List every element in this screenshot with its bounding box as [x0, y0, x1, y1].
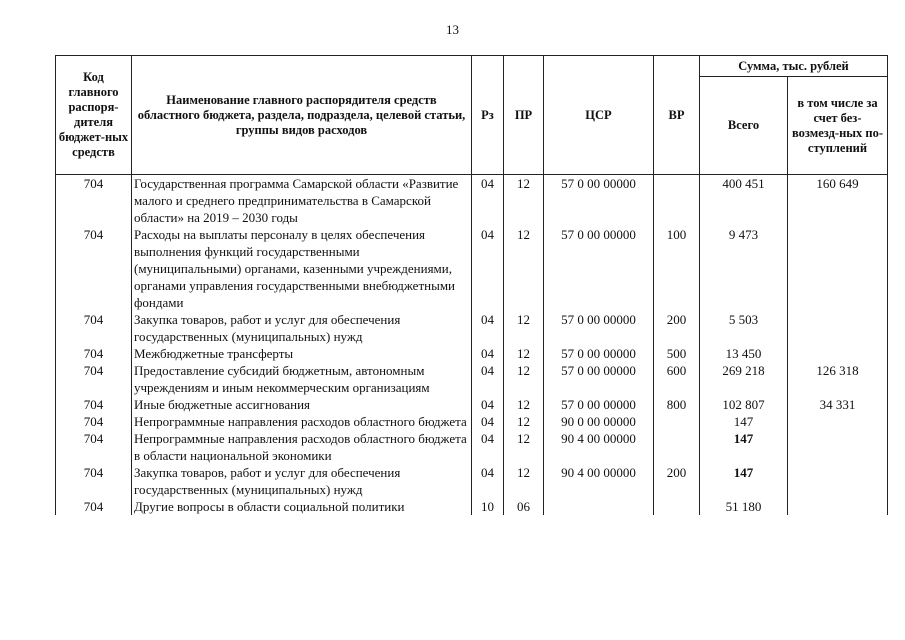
code-cell: 704: [56, 226, 132, 311]
rz-cell: 04: [472, 430, 504, 464]
vr-cell: 200: [654, 464, 700, 498]
csr-cell: 57 0 00 00000: [544, 345, 654, 362]
vr-cell: 500: [654, 345, 700, 362]
free-cell: [788, 430, 888, 464]
code-cell: 704: [56, 430, 132, 464]
name-cell: Государственная программа Самарской области «Развитие малого и среднего предпринимательства в Самарской области» на 2019 – 2030 годы: [132, 175, 472, 227]
header-csr: ЦСР: [544, 56, 654, 175]
rz-cell: 04: [472, 311, 504, 345]
name-cell: Межбюджетные трансферты: [132, 345, 472, 362]
total-cell: 102 807: [700, 396, 788, 413]
free-cell: 34 331: [788, 396, 888, 413]
free-cell: 126 318: [788, 362, 888, 396]
header-pr: ПР: [504, 56, 544, 175]
table-body: [56, 175, 888, 516]
name-cell: Непрограммные направления расходов областного бюджета в области национальной экономики: [132, 430, 472, 464]
name-cell: Иные бюджетные ассигнования: [132, 396, 472, 413]
rz-cell: 04: [472, 345, 504, 362]
table-row: [56, 464, 888, 498]
pr-cell: 12: [504, 175, 544, 227]
vr-cell: 800: [654, 396, 700, 413]
budget-table: [55, 55, 888, 515]
header-rz: Рз: [472, 56, 504, 175]
free-cell: [788, 498, 888, 515]
header-name: Наименование главного распорядителя средств областного бюджета, раздела, подраздела, целевой статьи, группы видов расходов: [132, 56, 472, 175]
total-cell: 9 473: [700, 226, 788, 311]
free-cell: [788, 413, 888, 430]
total-cell: 269 218: [700, 362, 788, 396]
pr-cell: 06: [504, 498, 544, 515]
vr-cell: 200: [654, 311, 700, 345]
csr-cell: [544, 498, 654, 515]
name-cell: Закупка товаров, работ и услуг для обеспечения государственных (муниципальных) нужд: [132, 311, 472, 345]
code-cell: 704: [56, 464, 132, 498]
header-total: Всего: [700, 77, 788, 175]
header-vr: ВР: [654, 56, 700, 175]
name-cell: Непрограммные направления расходов областного бюджета: [132, 413, 472, 430]
table-row: [56, 498, 888, 515]
header-code: Код главного распоря-дителя бюджет-ных средств: [56, 56, 132, 175]
code-cell: 704: [56, 362, 132, 396]
table-row: [56, 413, 888, 430]
free-cell: 160 649: [788, 175, 888, 227]
total-cell: 51 180: [700, 498, 788, 515]
vr-cell: [654, 413, 700, 430]
total-cell: 147: [700, 430, 788, 464]
table-row: [56, 396, 888, 413]
page-number: 13: [446, 22, 459, 37]
rz-cell: 04: [472, 464, 504, 498]
csr-cell: 57 0 00 00000: [544, 396, 654, 413]
table-row: [56, 430, 888, 464]
name-cell: Другие вопросы в области социальной политики: [132, 498, 472, 515]
csr-cell: 90 4 00 00000: [544, 464, 654, 498]
code-cell: 704: [56, 396, 132, 413]
total-cell: 400 451: [700, 175, 788, 227]
total-cell: 147: [700, 464, 788, 498]
csr-cell: 57 0 00 00000: [544, 311, 654, 345]
pr-cell: 12: [504, 345, 544, 362]
pr-cell: 12: [504, 226, 544, 311]
table-row: [56, 311, 888, 345]
table-row: [56, 362, 888, 396]
header-sum: Сумма, тыс. рублей: [700, 56, 888, 77]
rz-cell: 04: [472, 226, 504, 311]
free-cell: [788, 311, 888, 345]
code-cell: 704: [56, 311, 132, 345]
csr-cell: 90 0 00 00000: [544, 413, 654, 430]
free-cell: [788, 345, 888, 362]
table-row: [56, 345, 888, 362]
name-cell: Предоставление субсидий бюджетным, автономным учреждениям и иным некоммерческим организациям: [132, 362, 472, 396]
csr-cell: 57 0 00 00000: [544, 226, 654, 311]
table-row: [56, 175, 888, 227]
free-cell: [788, 464, 888, 498]
total-cell: 5 503: [700, 311, 788, 345]
vr-cell: [654, 430, 700, 464]
vr-cell: 100: [654, 226, 700, 311]
vr-cell: 600: [654, 362, 700, 396]
csr-cell: 57 0 00 00000: [544, 175, 654, 227]
name-cell: Закупка товаров, работ и услуг для обеспечения государственных (муниципальных) нужд: [132, 464, 472, 498]
vr-cell: [654, 175, 700, 227]
rz-cell: 10: [472, 498, 504, 515]
pr-cell: 12: [504, 396, 544, 413]
table-row: [56, 226, 888, 311]
csr-cell: 57 0 00 00000: [544, 362, 654, 396]
free-cell: [788, 226, 888, 311]
rz-cell: 04: [472, 396, 504, 413]
code-cell: 704: [56, 413, 132, 430]
pr-cell: 12: [504, 413, 544, 430]
code-cell: 704: [56, 345, 132, 362]
code-cell: 704: [56, 175, 132, 227]
pr-cell: 12: [504, 464, 544, 498]
name-cell: Расходы на выплаты персоналу в целях обеспечения выполнения функций государственными (муниципальными) органами, казенными учреждениями, органами управления государственными внебюджетными фондами: [132, 226, 472, 311]
csr-cell: 90 4 00 00000: [544, 430, 654, 464]
rz-cell: 04: [472, 362, 504, 396]
code-cell: 704: [56, 498, 132, 515]
total-cell: 13 450: [700, 345, 788, 362]
total-cell: 147: [700, 413, 788, 430]
pr-cell: 12: [504, 430, 544, 464]
rz-cell: 04: [472, 413, 504, 430]
pr-cell: 12: [504, 362, 544, 396]
pr-cell: 12: [504, 311, 544, 345]
header-free: в том числе за счет без-возмезд-ных по-ступлений: [788, 77, 888, 175]
vr-cell: [654, 498, 700, 515]
rz-cell: 04: [472, 175, 504, 227]
